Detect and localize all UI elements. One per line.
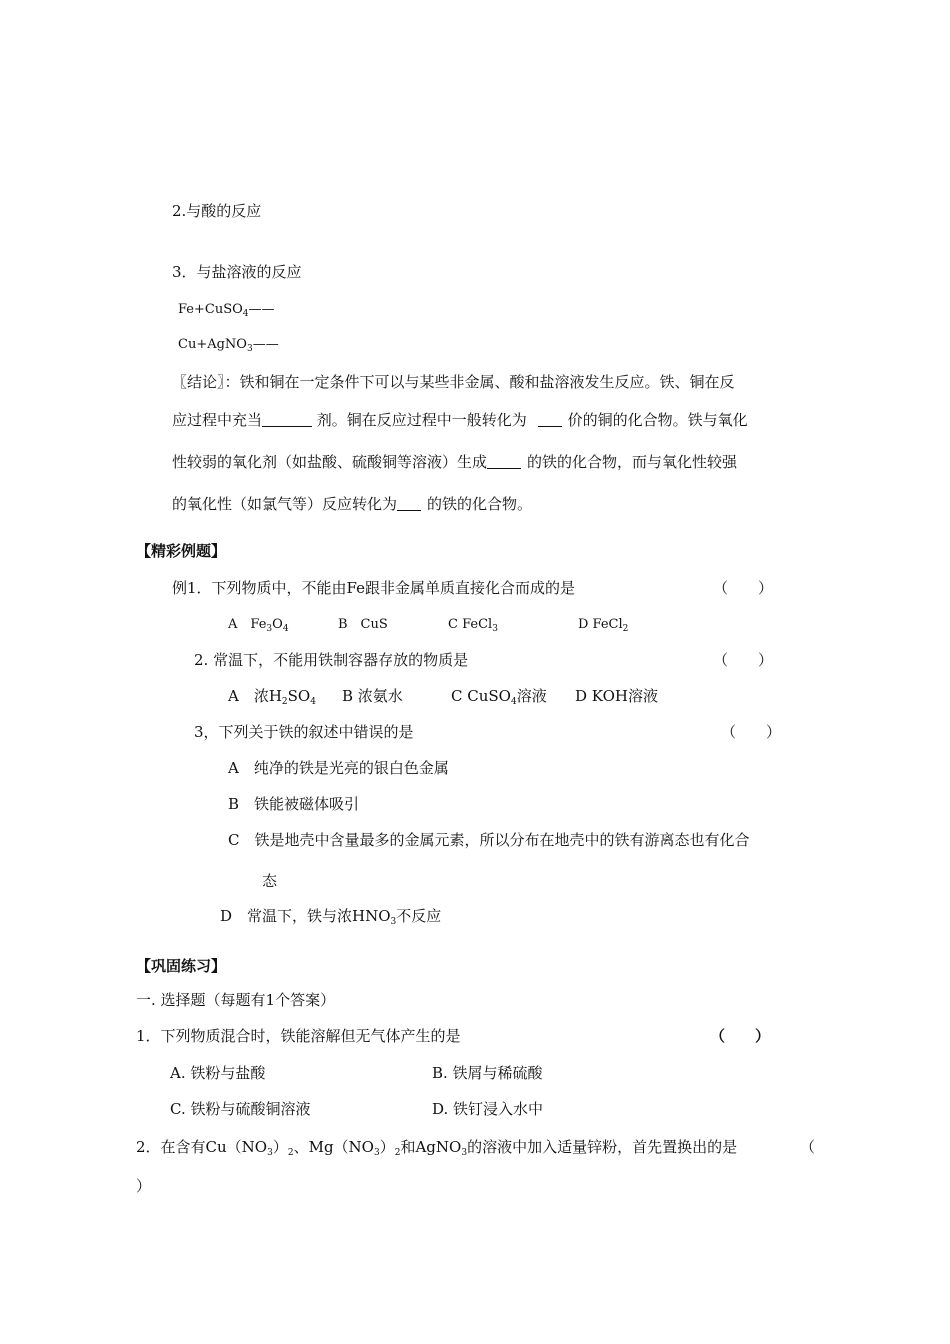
question-2-paren-close: ）	[136, 1177, 152, 1195]
question-1-option-b[interactable]: B. 铁屑与稀硫酸	[432, 1064, 543, 1082]
conclusion-line-4: 的氧化性（如氯气等）反应转化为 的铁的化合物。	[172, 495, 533, 513]
example-1-answer-paren[interactable]: （ ）	[713, 579, 774, 597]
example-3-question: 3，下列关于铁的叙述中错误的是	[194, 723, 414, 741]
example-3-option-b[interactable]: B 铁能被磁体吸引	[228, 795, 360, 813]
question-1-option-d[interactable]: D. 铁钉浸入水中	[432, 1100, 544, 1118]
example-1-option-a[interactable]: A $Fe_3O_4$	[228, 617, 289, 634]
example-2-answer-paren[interactable]: （ ）	[713, 651, 774, 669]
conclusion-line-1: 〖结论〗：铁和铜在一定条件下可以与某些非金属、酸和盐溶液发生反应。铁、铜在反	[172, 373, 735, 391]
examples-heading: 【精彩例题】	[136, 542, 227, 560]
blank-agent[interactable]	[262, 412, 312, 427]
example-3-option-d[interactable]: D 常温下，铁与浓$HNO_3$不反应	[220, 907, 442, 927]
example-2-option-d[interactable]: D KOH溶液	[575, 687, 658, 705]
section-3-heading: 3．与盐溶液的反应	[172, 263, 302, 281]
example-1-option-d[interactable]: D FeCl$_2$	[578, 617, 629, 634]
blank-iron-low-valence[interactable]	[487, 454, 521, 469]
practice-heading: 【巩固练习】	[136, 957, 227, 975]
conclusion-line-2: 应过程中充当 剂。铜在反应过程中一般转化为 价的铜的化合物。铁与氧化	[172, 411, 748, 429]
part-1-heading: 一. 选择题（每题有1个答案）	[136, 991, 336, 1009]
example-2-option-b[interactable]: B 浓氨水	[342, 687, 403, 705]
question-1-answer-paren[interactable]: （ ）	[710, 1027, 771, 1045]
example-2-question: 2. 常温下，不能用铁制容器存放的物质是	[194, 651, 469, 669]
example-2-option-a[interactable]: A 浓$H_2SO_4$	[228, 687, 316, 707]
reaction-cu-agno3: Cu+AgNO$_3$——	[178, 337, 279, 354]
example-3-option-c[interactable]: C 铁是地壳中含量最多的金属元素，所以分布在地壳中的铁有游离态也有化合	[228, 831, 750, 849]
example-3-answer-paren[interactable]: （ ）	[721, 723, 782, 741]
conclusion-line-3: 性较弱的氧化剂（如盐酸、硫酸铜等溶液）生成 的铁的化合物，而与氧化性较强	[172, 453, 738, 471]
example-2-option-c[interactable]: C CuSO$_4$溶液	[451, 687, 547, 707]
question-1: 1．下列物质混合时，铁能溶解但无气体产生的是	[136, 1027, 461, 1045]
question-2-paren-open[interactable]: （	[800, 1138, 816, 1156]
question-1-option-a[interactable]: A. 铁粉与盐酸	[170, 1064, 266, 1082]
example-3-option-c-cont: 态	[262, 872, 278, 890]
blank-iron-high-valence[interactable]	[397, 496, 421, 511]
example-1-option-c[interactable]: C FeCl$_3$	[448, 617, 498, 634]
question-2: 2．在含有$Cu(NO_3)_2$、$Mg(NO_3)_2$和AgNO$_3$的溶液中加入适量锌粉，首先置换出的是	[136, 1138, 738, 1158]
reaction-fe-cuso4: Fe+CuSO$_4$——	[178, 302, 275, 319]
question-1-option-c[interactable]: C. 铁粉与硫酸铜溶液	[170, 1100, 311, 1118]
example-1-question: 例1．下列物质中，不能由Fe跟非金属单质直接化合而成的是	[172, 579, 576, 597]
blank-copper-valence[interactable]	[538, 412, 562, 427]
example-1-option-b[interactable]: B CuS	[338, 617, 388, 632]
section-2-heading: 2.与酸的反应	[172, 202, 262, 220]
example-3-option-a[interactable]: A 纯净的铁是光亮的银白色金属	[228, 759, 449, 777]
